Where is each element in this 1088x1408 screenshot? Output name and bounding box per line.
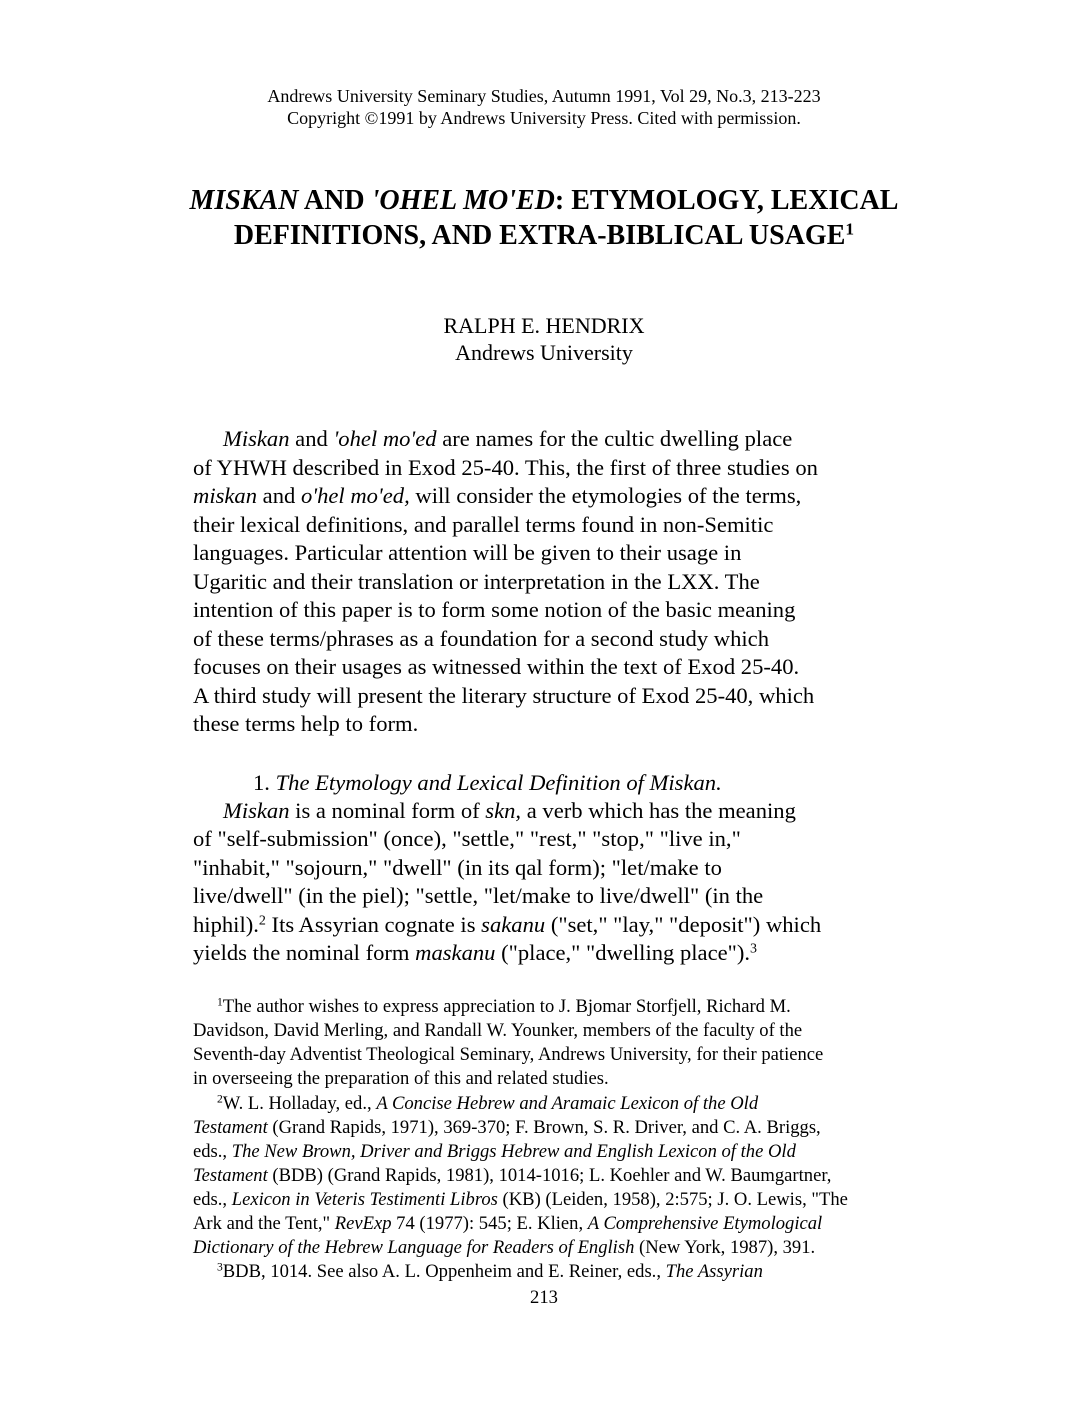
footnote-line: Testament (BDB) (Grand Rapids, 1981), 1014-1016; L. Koehler and W. Baumgartner, — [193, 1165, 832, 1186]
body-line: Miskan is a nominal form of skn, a verb which has the meaning — [223, 798, 796, 823]
intro-line: of YHWH described in Exod 25-40. This, the first of three studies on — [193, 455, 818, 480]
footnote-line: Testament (Grand Rapids, 1971), 369-370; F. Brown, S. R. Driver, and C. A. Briggs, — [193, 1117, 821, 1138]
section-heading: 1. The Etymology and Lexical Definition of Miskan. — [253, 770, 722, 795]
journal-citation: Andrews University Seminary Studies, Autumn 1991, Vol 29, No.3, 213-223 — [267, 86, 821, 106]
intro-line: intention of this paper is to form some notion of the basic meaning — [193, 597, 796, 622]
intro-line: A third study will present the literary structure of Exod 25-40, which — [193, 683, 815, 708]
copyright-notice: Copyright ©1991 by Andrews University Press. Cited with permission. — [287, 108, 801, 128]
title-term-miskan: MISKAN — [189, 185, 299, 216]
footnote-line: Dictionary of the Hebrew Language for Readers of English (New York, 1987), 391. — [193, 1237, 816, 1258]
footnote-2: $^2$W. L. Holladay, ed., A Concise Hebrew and Aramaic Lexicon of the Old — [217, 1093, 759, 1114]
page-number: 213 — [530, 1287, 558, 1308]
body-line: live/dwell" (in the piel); "settle, "let/make to live/dwell" (in the — [193, 883, 764, 908]
footnote-line: Seventh-day Adventist Theological Seminary, Andrews University, for their patience — [193, 1044, 824, 1065]
title-term-ohel-moed: 'OHEL MO'ED — [371, 185, 555, 216]
intro-line: of these terms/phrases as a foundation for a second study which — [193, 626, 769, 651]
intro-line: languages. Particular attention will be given to their usage in — [193, 540, 742, 565]
body-line: "inhabit," "sojourn," "dwell" (in its qal form); "let/make to — [193, 855, 722, 880]
intro-line: focuses on their usages as witnessed within the text of Exod 25-40. — [193, 654, 800, 679]
footnote-ref-3[interactable]: 3 — [750, 941, 758, 957]
intro-line: these terms help to form. — [193, 711, 419, 736]
footnote-line: Davidson, David Merling, and Randall W. Younker, members of the faculty of the — [193, 1020, 803, 1041]
footnote-line: Ark and the Tent," RevExp 74 (1977): 545; E. Klien, A Comprehensive Etymological — [193, 1213, 823, 1234]
footnote-line: eds., The New Brown, Driver and Briggs Hebrew and English Lexicon of the Old — [193, 1141, 796, 1162]
intro-line: Miskan and 'ohel mo'ed are names for the cultic dwelling place — [223, 426, 793, 451]
footnote-line: in overseeing the preparation of this and related studies. — [193, 1068, 609, 1089]
author-name: RALPH E. HENDRIX — [443, 313, 645, 338]
intro-line: miskan and o'hel mo'ed, will consider the etymologies of the terms, — [193, 483, 802, 508]
footnote-3: $^3$BDB, 1014. See also A. L. Oppenheim and E. Reiner, eds., The Assyrian — [217, 1261, 763, 1282]
intro-line: Ugaritic and their translation or interpretation in the LXX. The — [193, 569, 760, 594]
footnote-line: eds., Lexicon in Veteris Testimenti Libros (KB) (Leiden, 1958), 2:575; J. O. Lewis, "The — [193, 1189, 848, 1210]
body-line: yields the nominal form maskanu ("place," "dwelling place").$^3$ — [193, 940, 758, 965]
body-line: of "self-submission" (once), "settle," "rest," "stop," "live in," — [193, 826, 741, 851]
paper-title-line-1: MISKAN AND 'OHEL MO'ED: ETYMOLOGY, LEXICAL — [189, 185, 899, 216]
footnote-1: $^1$The author wishes to express appreciation to J. Bjomar Storfjell, Richard M. — [217, 996, 791, 1017]
intro-line: their lexical definitions, and parallel terms found in non-Semitic — [193, 512, 774, 537]
author-affiliation: Andrews University — [455, 340, 633, 365]
footnote-ref-1[interactable]: 1 — [845, 219, 855, 239]
paper-title-line-2: DEFINITIONS, AND EXTRA-BIBLICAL USAGE$^1$ — [233, 219, 855, 251]
footnote-ref-2[interactable]: 2 — [258, 913, 266, 929]
body-line: hiphil).$^2$ Its Assyrian cognate is sakanu ("set," "lay," "deposit") which — [193, 912, 822, 937]
